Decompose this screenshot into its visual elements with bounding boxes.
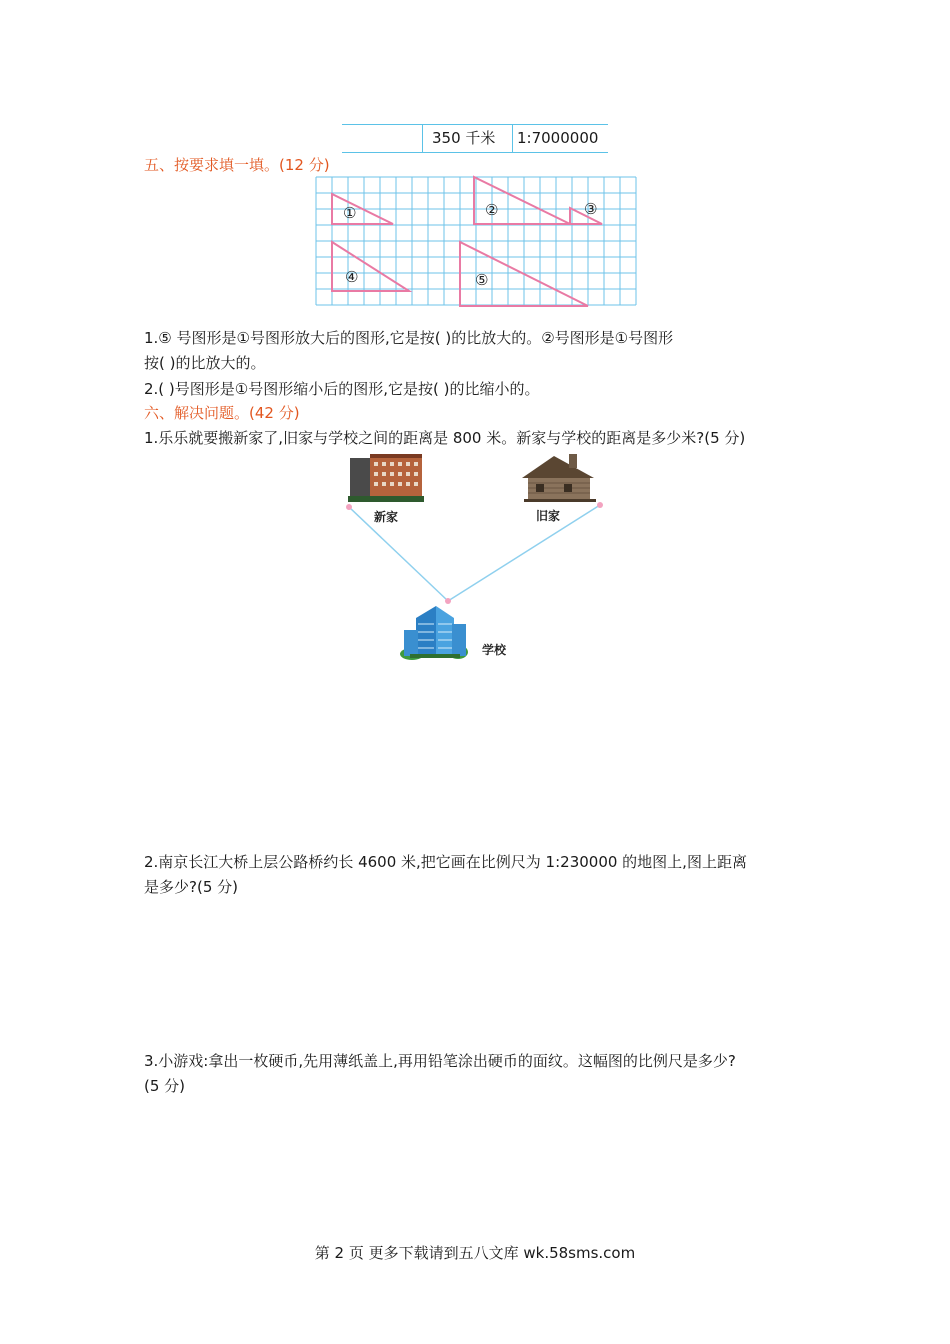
ratio-table-row [342, 124, 608, 153]
shape-label-1: ① [343, 204, 357, 222]
s5-question1-line2: 按( )的比放大的。 [144, 354, 266, 372]
triangle-grid-figure [310, 174, 638, 308]
triangle-4 [332, 242, 409, 291]
shape-label-4: ④ [345, 268, 359, 286]
table-cell-scale: 1:7000000 [517, 129, 599, 147]
new-home-label: 新家 [374, 510, 399, 524]
shape-label-5: ⑤ [475, 271, 489, 289]
table-divider [422, 125, 423, 152]
s5-question2: 2.( )号图形是①号图形缩小后的图形,它是按( )的比缩小的。 [144, 380, 540, 398]
school-label: 学校 [482, 643, 507, 657]
line-old-home-to-school [448, 505, 600, 601]
page-footer: 第 2 页 更多下载请到五八文库 wk.58sms.com [314, 1244, 636, 1262]
new-home-point [346, 504, 352, 510]
s5-question1-line1: 1.⑤ 号图形是①号图形放大后的图形,它是按( )的比放大的。②号图形是①号图形 [144, 329, 674, 347]
map-illustration [340, 448, 620, 663]
s6-question3-line1: 3.小游戏:拿出一枚硬币,先用薄纸盖上,再用铅笔涂出硬币的面纹。这幅图的比例尺是多少? [144, 1052, 736, 1070]
old-home-point [597, 502, 603, 508]
old-home-label: 旧家 [536, 509, 561, 523]
table-divider [512, 125, 513, 152]
shape-label-3: ③ [584, 200, 598, 218]
section6-heading: 六、解决问题。(42 分) [144, 404, 300, 422]
s6-question2-line1: 2.南京长江大桥上层公路桥约长 4600 米,把它画在比例尺为 1:230000 的地图上,图上距离 [144, 853, 747, 871]
table-cell-distance: 350 千米 [432, 129, 496, 147]
school-point [445, 598, 451, 604]
shape-label-2: ② [485, 201, 499, 219]
s6-question3-line2: (5 分) [144, 1077, 186, 1095]
section5-heading: 五、按要求填一填。(12 分) [144, 156, 330, 174]
s6-question2-line2: 是多少?(5 分) [144, 878, 238, 896]
s6-question1: 1.乐乐就要搬新家了,旧家与学校之间的距离是 800 米。新家与学校的距离是多少米?(5 分) [144, 429, 746, 447]
cabin-house-icon [522, 454, 596, 502]
line-new-home-to-school [349, 507, 448, 601]
school-building-icon [400, 606, 468, 660]
table-cell-empty [342, 125, 422, 152]
apartment-building-icon [348, 454, 424, 502]
